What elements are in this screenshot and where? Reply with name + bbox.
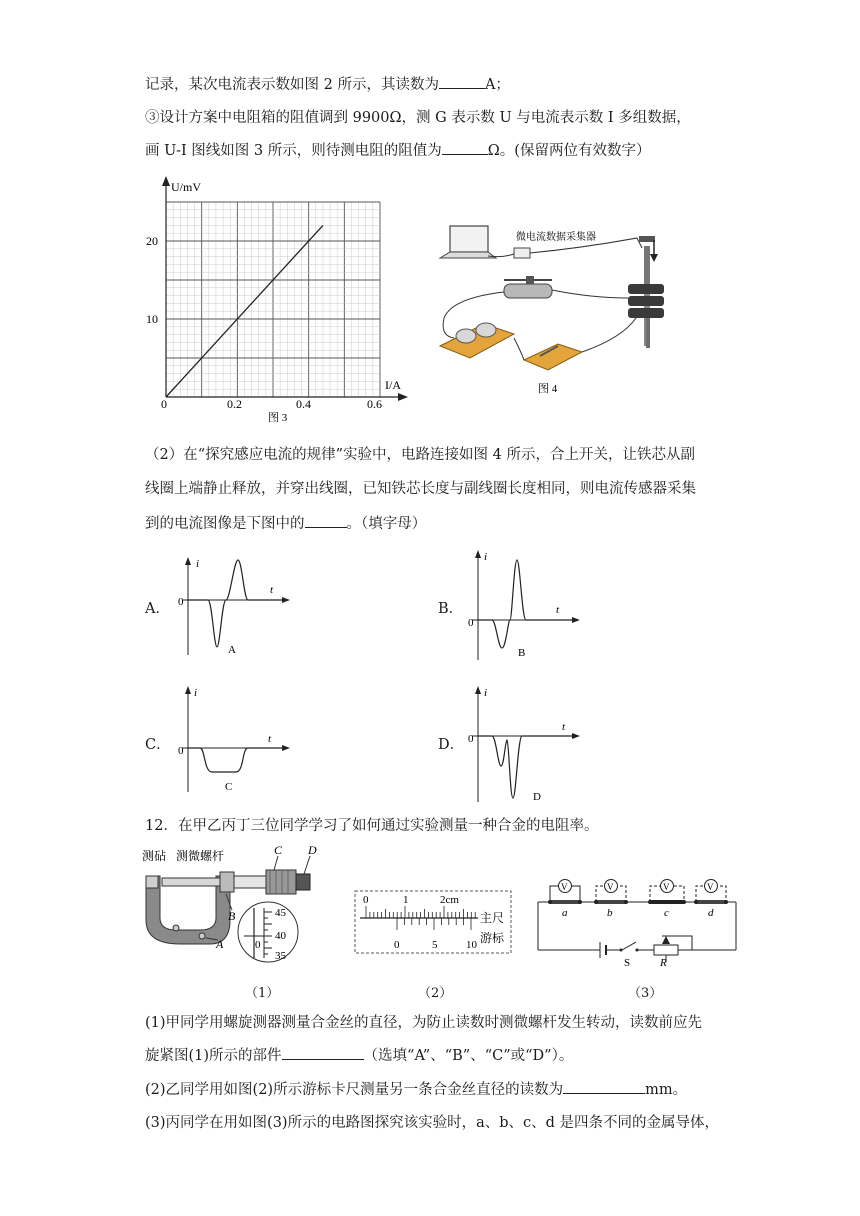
option-a-label[interactable]: A． (145, 601, 170, 617)
voltmeter-label: V (663, 882, 670, 892)
switch-label: S (624, 957, 631, 966)
figure-3-xtick: 0.4 (296, 397, 311, 411)
figure-3-origin: 0 (161, 397, 167, 411)
label-anvil: 测砧 (142, 849, 167, 863)
option-a-graph[interactable] (172, 555, 292, 660)
figure-3-grid (166, 202, 380, 397)
figure-circuit (532, 874, 742, 966)
axis-t-label: t (270, 584, 274, 596)
scale-zero: 0 (255, 939, 261, 951)
current-curve (478, 560, 574, 648)
subq-1-line-2a: 旋紧图(1)所示的部件 (145, 1048, 282, 1064)
scale-35: 35 (275, 950, 286, 962)
part-label-c: C (274, 843, 283, 857)
switch-icon (524, 344, 582, 370)
text-line-6a: 到的电流图像是下图中的 (145, 516, 305, 532)
question-12-title: 12．在甲乙丙丁三位同学学习了如何通过实验测量一种合金的电阻率。 (145, 818, 599, 834)
figure-3-circuit-caption: （3） (628, 986, 663, 1001)
conductor-a (550, 900, 580, 904)
origin-label: 0 (468, 617, 474, 629)
magnifier (238, 902, 298, 962)
axis-t-label: t (556, 604, 560, 616)
text-line-5: 线圈上端静止释放，并穿出线圈，已知铁芯长度与副线圈长度相同，则电流传感器采集 (145, 481, 696, 497)
axis-i-label: i (484, 551, 488, 563)
option-b-label[interactable]: B． (438, 601, 464, 617)
conductor-c-label: c (664, 907, 669, 919)
main-tick-2: 2cm (440, 894, 459, 906)
text-line-1b: A； (484, 77, 510, 93)
subq-3-line: (3)丙同学在用如图(3)所示的电路图探究该实验时，a、b、c、d 是四条不同的金属导体， (145, 1115, 720, 1131)
ratchet-d[interactable] (296, 874, 310, 890)
subq-1-line-2 (145, 1045, 573, 1066)
scale-45: 45 (275, 907, 286, 919)
sleeve (234, 876, 266, 888)
arrowhead-icon (162, 176, 170, 186)
vernier-tick-5: 5 (432, 939, 438, 951)
graph-tag: B (518, 647, 526, 659)
option-b-graph[interactable] (462, 548, 582, 663)
figure-3-caption: 图 3 (268, 412, 288, 424)
conductor-a-label: a (562, 907, 568, 919)
option-d-label[interactable]: D． (438, 737, 465, 753)
conductor-c (650, 900, 684, 904)
text-line-6b: 。（填字母） (346, 516, 427, 532)
figure-3-ui-graph (140, 172, 410, 432)
answer-blank-1[interactable] (439, 74, 485, 89)
data-collector-icon (514, 248, 530, 258)
origin-label: 0 (178, 745, 184, 757)
lock-nut-b[interactable] (220, 872, 234, 892)
laptop-icon (440, 226, 496, 258)
text-line-1 (145, 74, 510, 95)
conductor-d-label: d (708, 907, 714, 919)
answer-blank-3[interactable] (305, 513, 347, 528)
subq-2-line (145, 1079, 687, 1100)
figure-3-ytick: 20 (146, 234, 158, 248)
figure-3-xtick: 0.2 (227, 397, 242, 411)
main-scale (366, 906, 475, 918)
part-label-a: A (216, 937, 224, 951)
axis-i-label: i (196, 558, 200, 570)
figure-3-xtick: 0.6 (367, 397, 382, 411)
voltmeter-a (550, 880, 580, 903)
subq-1-line-1: (1)甲同学用螺旋测器测量合金丝的直径，为防止读数时测微螺杆发生转动，读数前应先 (145, 1015, 703, 1031)
arrowhead-icon (475, 686, 481, 694)
figure-3-ylabel: U/mV (171, 180, 201, 194)
figure-micrometer (140, 840, 340, 965)
figure-4-device-label: 微电流数据采集器 (516, 232, 596, 243)
arrowhead-icon (475, 550, 481, 558)
figure-4-caption: 图 4 (538, 383, 558, 395)
answer-blank-2[interactable] (442, 140, 488, 155)
current-curve (478, 736, 574, 798)
vernier-scale (397, 918, 471, 930)
graph-tag: A (228, 644, 236, 656)
figure-1-caption: （1） (245, 986, 280, 1001)
voltmeter-label: V (561, 882, 568, 892)
current-curve (188, 748, 284, 772)
vernier-tick-10: 10 (466, 939, 477, 951)
subq-2-line-a: (2)乙同学用如图(2)所示游标卡尺测量另一条合金丝直径的读数为 (145, 1082, 564, 1098)
axis-i-label: i (484, 687, 488, 699)
origin-label: 0 (178, 596, 184, 608)
text-line-4: （2）在“探究感应电流的规律”实验中，电路连接如图 4 所示，合上开关，让铁芯从副 (145, 447, 695, 463)
axis-t-label: t (268, 733, 272, 745)
text-line-6 (145, 513, 426, 534)
voltmeter-d (696, 880, 726, 903)
option-c-graph[interactable] (172, 684, 292, 794)
text-line-3 (145, 140, 650, 161)
figure-3-ytick: 10 (146, 312, 158, 326)
part-label-d: D (308, 843, 317, 857)
main-tick-0: 0 (363, 894, 369, 906)
origin-label: 0 (468, 733, 474, 745)
coil-icon (628, 236, 664, 348)
rheostat-label: R (660, 957, 667, 966)
figure-2-caption: （2） (418, 986, 453, 1001)
label-main-scale: 主尺 (480, 911, 505, 925)
answer-blank-5[interactable] (563, 1079, 645, 1094)
rheostat-symbol (654, 945, 678, 955)
figure-4-apparatus (432, 218, 682, 400)
label-spindle: 测微螺杆 (176, 849, 225, 863)
axis-i-label: i (194, 687, 198, 699)
arrowhead-icon (185, 686, 191, 694)
main-tick-1: 1 (403, 894, 409, 906)
vernier-tick-0: 0 (394, 939, 400, 951)
anvil (146, 876, 158, 888)
graph-tag: D (533, 791, 541, 803)
text-line-3b: Ω。(保留两位有效数字） (487, 143, 651, 159)
voltmeter-c (650, 880, 684, 903)
text-line-3a: 画 U-I 图线如图 3 所示，则待测电阻的阻值为 (145, 143, 442, 159)
voltmeter-label: V (607, 882, 614, 892)
graph-tag: C (225, 781, 233, 793)
figure-caliper (354, 890, 514, 956)
label-vernier: 游标 (480, 931, 505, 945)
conductor-b-label: b (607, 907, 613, 919)
conductor-b (596, 900, 626, 904)
rheostat-icon (504, 276, 552, 298)
spindle (162, 878, 220, 886)
voltmeter-label: V (707, 882, 714, 892)
text-line-2: ③设计方案中电阻箱的阻值调到 9900Ω，测 G 表示数 U 与电流表示数 I 多组数据， (145, 110, 691, 126)
arrowhead-icon (398, 393, 408, 401)
part-label-b: B (228, 909, 236, 923)
option-d-graph[interactable] (462, 684, 582, 804)
option-c-label[interactable]: C． (145, 737, 171, 753)
figure-3-xlabel: I/A (385, 378, 401, 392)
arrowhead-icon (185, 557, 191, 565)
scale-40: 40 (275, 930, 286, 942)
axis-t-label: t (562, 721, 566, 733)
subq-1-line-2b: （选填“A”、“B”、“C”或“D”）。 (363, 1048, 574, 1064)
current-curve (188, 560, 284, 647)
answer-blank-4[interactable] (282, 1045, 364, 1060)
arrowhead-icon (650, 254, 658, 262)
battery-icon (440, 323, 514, 358)
voltmeter-b (596, 880, 626, 903)
conductor-d (696, 900, 726, 904)
subq-2-line-b: mm。 (645, 1082, 688, 1098)
text-line-1a: 记录，某次电流表示数如图 2 所示，其读数为 (145, 77, 439, 93)
